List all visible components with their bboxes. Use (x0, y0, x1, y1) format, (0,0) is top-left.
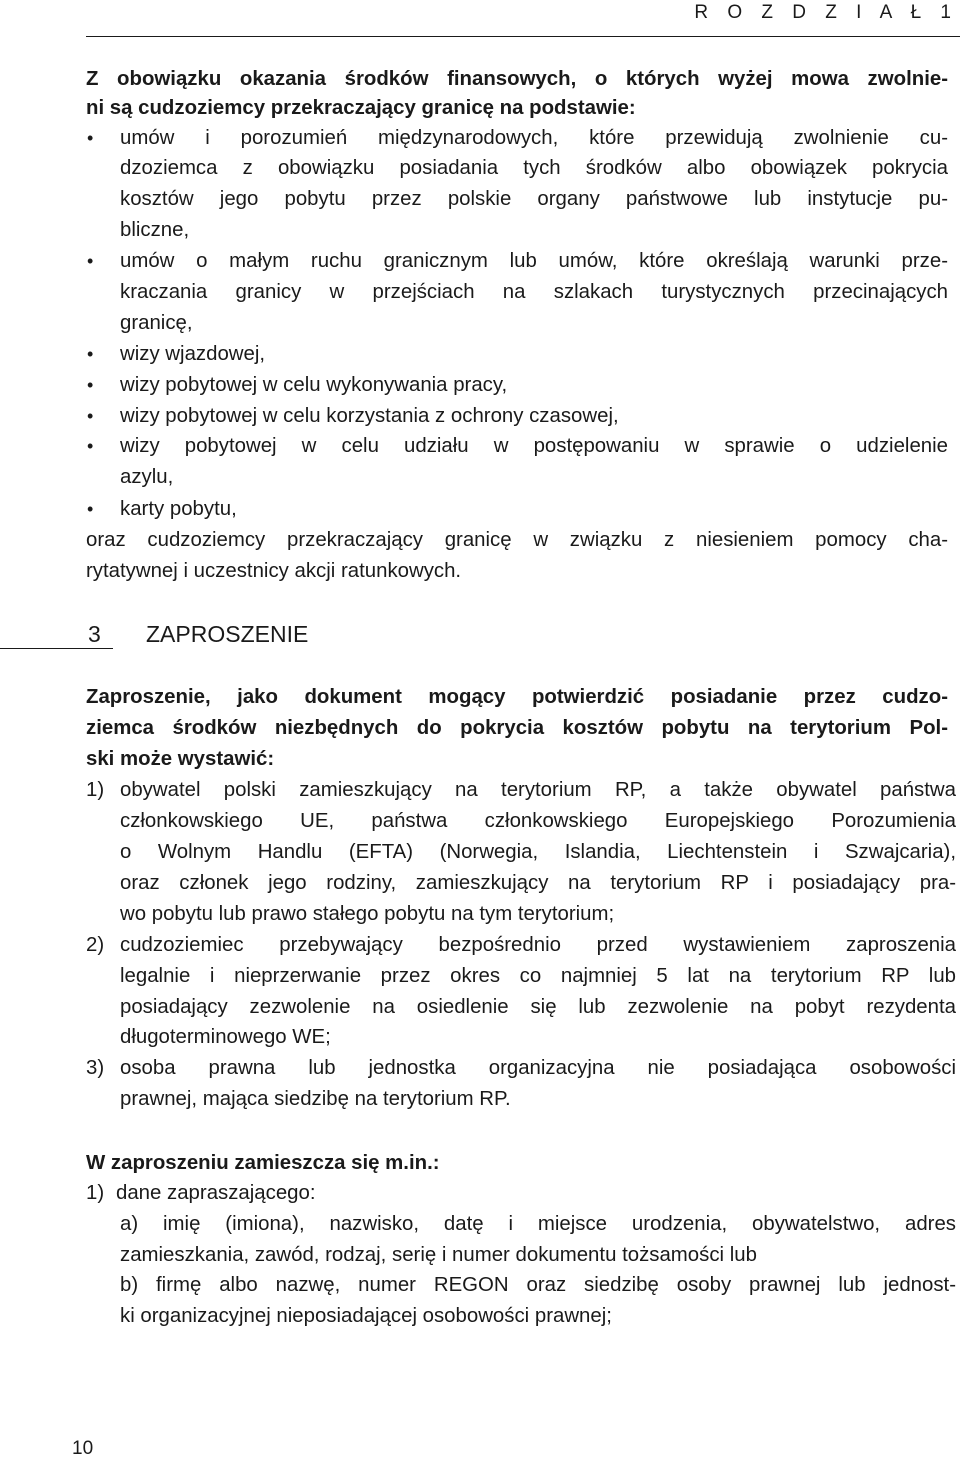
item-line: prawnej, mająca siedzibę na terytorium RP. (120, 1088, 511, 1110)
item-line: członkowskiego UE, państwa członkowskiego Europejskiego Porozumienia (120, 810, 956, 832)
bullet-icon: • (87, 436, 94, 456)
contents-heading: W zaproszeniu zamieszcza się m.in.: (86, 1152, 440, 1174)
closing-line: oraz cudzoziemcy przekraczający granicę w związku z niesieniem pomocy cha- (86, 529, 948, 551)
bullet-line: wizy pobytowej w celu wykonywania pracy, (120, 374, 508, 396)
bullet-icon: • (87, 406, 94, 426)
section-title: ZAPROSZENIE (146, 621, 309, 647)
contents-sub-line: b) firmę albo nazwę, numer REGON oraz siedzibę osoby prawnej lub jednost- (120, 1274, 956, 1296)
item-number: 3) (86, 1057, 105, 1079)
contents-sub-line: ki organizacyjnej nieposiadającej osobowości prawnej; (120, 1305, 612, 1327)
bullet-line: granicę, (120, 312, 193, 334)
item-line: wo pobytu lub prawo stałego pobytu na tym terytorium; (120, 903, 615, 925)
bullet-line: kraczania granicy w przejściach na szlakach turystycznych przecinających (120, 281, 948, 303)
closing-line: rytatywnej i uczestnicy akcji ratunkowych. (86, 560, 462, 582)
section-lead-line: ski może wystawić: (86, 748, 275, 770)
page-number: 10 (72, 1438, 94, 1459)
item-line: długoterminowego WE; (120, 1026, 331, 1048)
chapter-header: R O Z D Z I A Ł 1 (694, 2, 958, 23)
bullet-line: umów i porozumień międzynarodowych, które przewidują zwolnienie cu- (120, 127, 948, 149)
item-number: 2) (86, 934, 105, 956)
header-rule (86, 36, 960, 37)
bullet-icon: • (87, 344, 94, 364)
contents-sub-line: zamieszkania, zawód, rodzaj, serię i numer dokumentu tożsamości lub (120, 1244, 757, 1266)
bullet-line: azylu, (120, 466, 174, 488)
item-line: legalnie i nieprzerwanie przez okres co najmniej 5 lat na terytorium RP lub (120, 965, 956, 987)
bullet-line: wizy wjazdowej, (120, 343, 266, 365)
contents-item-label: dane zapraszającego: (116, 1182, 316, 1204)
bullet-icon: • (87, 128, 94, 148)
bullet-line: wizy pobytowej w celu korzystania z ochrony czasowej, (120, 405, 619, 427)
bullet-line: kosztów jego pobytu przez polskie organy państwowe lub instytucje pu- (120, 188, 948, 210)
item-number: 1) (86, 779, 105, 801)
bullet-line: karty pobytu, (120, 498, 237, 520)
bullet-icon: • (87, 499, 94, 519)
bullet-line: dzoziemca z obowiązku posiadania tych środków albo obowiązek pokrycia (120, 157, 948, 179)
contents-sub-line: a) imię (imiona), nazwisko, datę i miejsce urodzenia, obywatelstwo, adres (120, 1213, 956, 1235)
section-rule (0, 648, 113, 649)
item-line: cudzoziemiec przebywający bezpośrednio przed wystawieniem zaproszenia (120, 934, 956, 956)
bullet-line: bliczne, (120, 219, 190, 241)
item-line: osoba prawna lub jednostka organizacyjna nie posiadająca osobowości (120, 1057, 956, 1079)
section-lead-line: ziemca środków niezbędnych do pokrycia kosztów pobytu na terytorium Pol- (86, 717, 948, 739)
intro-lead-line: Z obowiązku okazania środków finansowych, o których wyżej mowa zwolnie- (86, 68, 948, 90)
section-lead-line: Zaproszenie, jako dokument mogący potwierdzić posiadanie przez cudzo- (86, 686, 948, 708)
contents-item-number: 1) (86, 1182, 105, 1204)
bullet-icon: • (87, 251, 94, 271)
item-line: o Wolnym Handlu (EFTA) (Norwegia, Islandia, Liechtenstein i Szwajcaria), (120, 841, 956, 863)
bullet-line: wizy pobytowej w celu udziału w postępowaniu w sprawie o udzielenie (120, 435, 948, 457)
bullet-line: umów o małym ruchu granicznym lub umów, które określają warunki prze- (120, 250, 948, 272)
bullet-icon: • (87, 375, 94, 395)
item-line: posiadający zezwolenie na osiedlenie się lub zezwolenie na pobyt rezydenta (120, 996, 956, 1018)
section-number: 3 (88, 621, 101, 647)
intro-lead-line: ni są cudzoziemcy przekraczający granicę na podstawie: (86, 97, 636, 119)
item-line: oraz członek jego rodziny, zamieszkujący na terytorium RP i posiadający pra- (120, 872, 956, 894)
item-line: obywatel polski zamieszkujący na terytorium RP, a także obywatel państwa (120, 779, 956, 801)
